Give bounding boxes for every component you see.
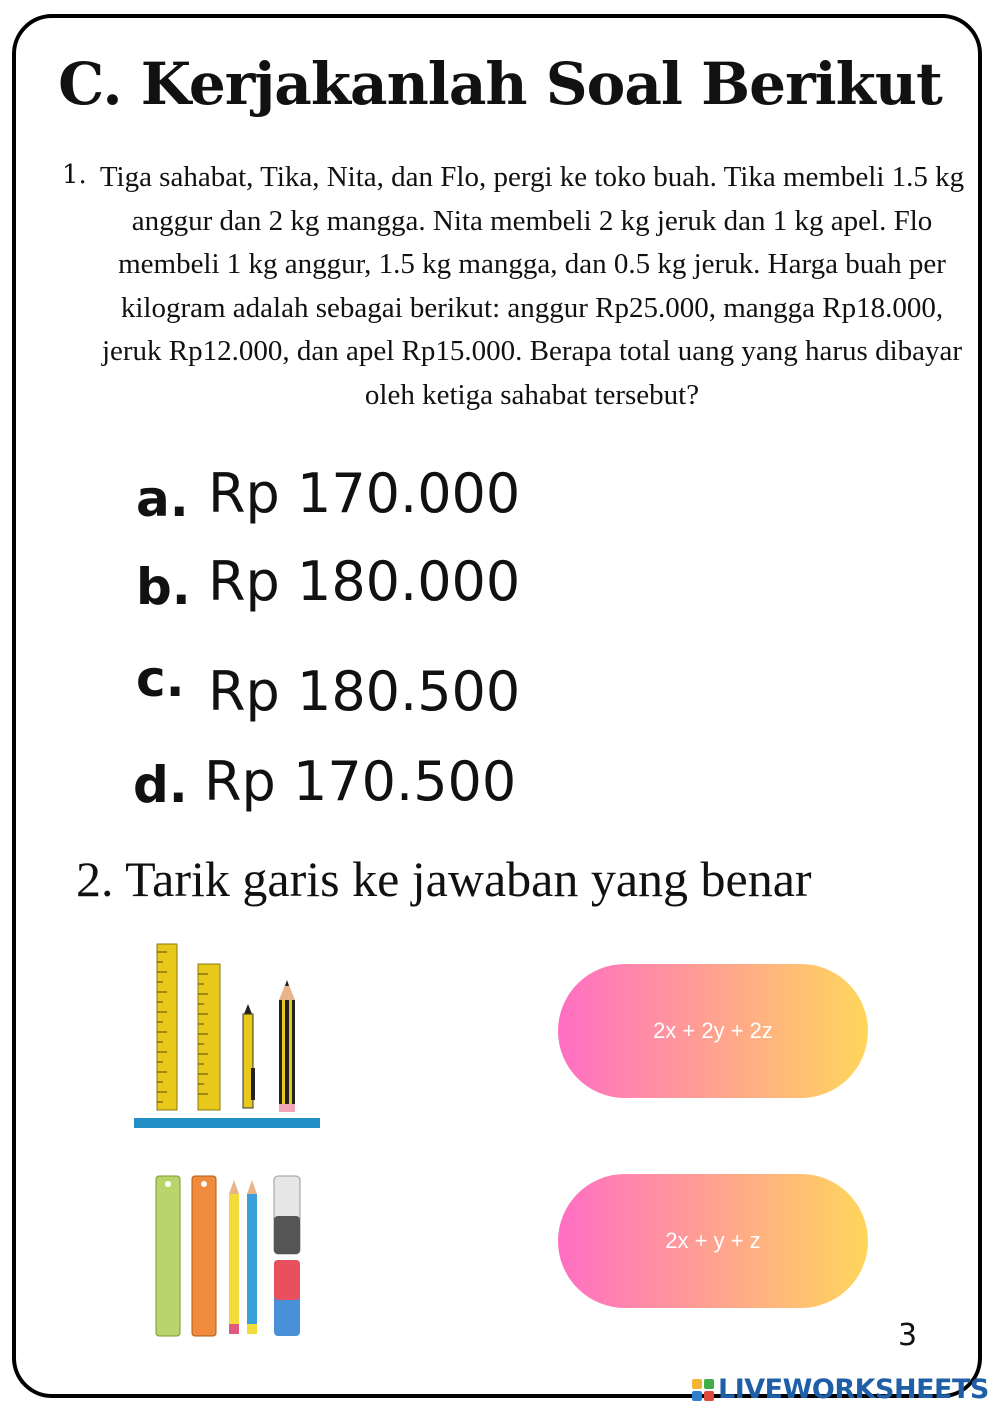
- option-c-value: Rp 180.500: [208, 660, 521, 723]
- stationery-image-1[interactable]: [132, 938, 322, 1133]
- answer-pill-2-label: 2x + y + z: [665, 1228, 761, 1253]
- option-c-letter: c.: [136, 650, 185, 708]
- answer-pill-1[interactable]: [558, 964, 868, 1098]
- liveworksheets-icon: [692, 1379, 714, 1401]
- question-1-text: Tiga sahabat, Tika, Nita, dan Flo, pergi ke toko buah. Tika membeli 1.5 kg anggur dan 2 kg mangga. Nita membeli 2 kg jeruk dan 1 kg apel. Flo membeli 1 kg anggur, 1.5 kg mangga, dan 0.5 kg jeruk. Harga buah per kilogram adalah sebagai berikut: anggur Rp25.000, mangga Rp18.000, jeruk Rp12.000, dan apel Rp15.000. Berapa total uang yang harus dibayar oleh ketiga sahabat tersebut?: [99, 161, 965, 411]
- option-b-letter: b.: [136, 558, 191, 616]
- page-number: 3: [898, 1318, 918, 1353]
- answer-pill-1-label: 2x + 2y + 2z: [653, 1018, 773, 1043]
- option-d-value: Rp 170.500: [204, 750, 517, 813]
- answer-pill-2[interactable]: [558, 1174, 868, 1308]
- option-b-value: Rp 180.000: [208, 550, 521, 613]
- question-1-number: 1.: [62, 160, 87, 190]
- option-a-value: Rp 170.000: [208, 462, 521, 525]
- rulers-pencils-illustration: [132, 938, 322, 1133]
- brand-name: LIVEWORKSHEETS: [718, 1374, 989, 1405]
- question-2-text: 2. Tarik garis ke jawaban yang benar: [76, 851, 812, 907]
- stationery-set-illustration: [150, 1172, 310, 1340]
- stationery-image-2[interactable]: [150, 1172, 310, 1340]
- page-title: C. Kerjakanlah Soal Berikut: [58, 50, 942, 118]
- option-d-letter: d.: [133, 756, 188, 814]
- option-a-letter: a.: [136, 470, 189, 528]
- liveworksheets-logo: [692, 1374, 989, 1405]
